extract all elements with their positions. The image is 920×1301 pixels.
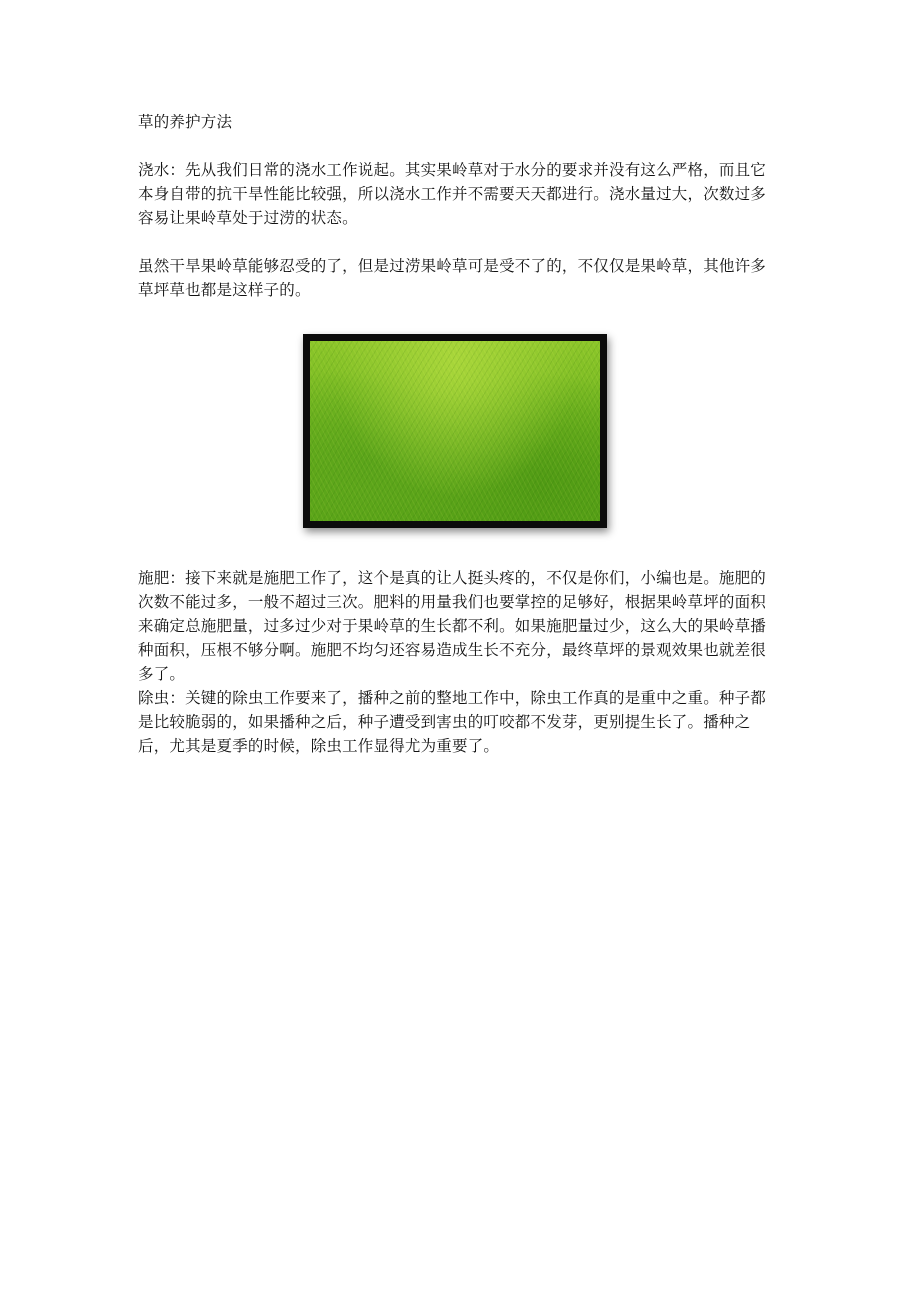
paragraph-watering: 浇水：先从我们日常的浇水工作说起。其实果岭草对于水分的要求并没有这么严格，而且它本身自带的抗干旱性能比较强，所以浇水工作并不需要天天都进行。浇水量过大，次数过多容易让果岭草处于过涝的状态。 (138, 161, 767, 227)
paragraph-drought-note: 虽然干旱果岭草能够忍受的了，但是过涝果岭草可是受不了的，不仅仅是果岭草，其他许多草坪草也都是这样子的。 (138, 257, 767, 299)
paragraph-fertilizing: 施肥：接下来就是施肥工作了，这个是真的让人挺头疼的，不仅是你们，小编也是。施肥的次数不能过多，一般不超过三次。肥料的用量我们也要掌控的足够好，根据果岭草坪的面积来确定总施肥量，过多过少对于果岭草的生长都不利。如果施肥量过少，这么大的果岭草播种面积，压根不够分啊。施肥不均匀还容易造成生长不充分，最终草坪的景观效果也就差很多了。 (138, 569, 767, 683)
document-title: 草的养护方法 (138, 113, 233, 131)
grass-texture (310, 341, 600, 521)
grass-lawn-image (303, 334, 607, 528)
paragraph-pest-control: 除虫：关键的除虫工作要来了，播种之前的整地工作中，除虫工作真的是重中之重。种子都是比较脆弱的，如果播种之后，种子遭受到害虫的叮咬都不发芽，更别提生长了。播种之后，尤其是夏季的时候，除虫工作显得尤为重要了。 (138, 689, 767, 755)
